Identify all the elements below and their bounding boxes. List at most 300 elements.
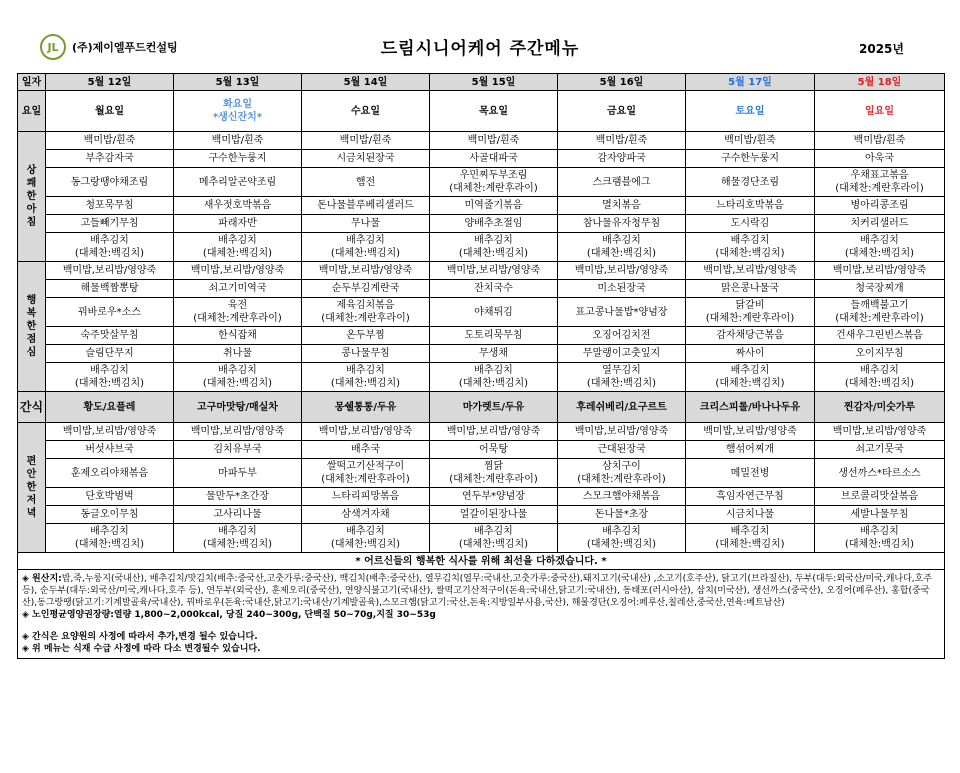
menu-item: (대체찬:계란후라이) — [193, 313, 282, 324]
breakfast-label-text: 상쾌한아침 — [26, 165, 37, 228]
menu-cell — [46, 132, 174, 150]
menu-cell — [430, 459, 558, 488]
menu-item: 백미밥,보리밥/영양죽 — [446, 426, 541, 437]
menu-item: 고사리나물 — [213, 509, 262, 520]
menu-item: 배추김치 — [346, 365, 385, 376]
dow-label: 수요일 — [351, 105, 380, 117]
weekly-menu-table — [17, 73, 945, 659]
menu-item: 들깨백불고기 — [850, 300, 909, 311]
menu-item: 배추김치 — [730, 235, 770, 246]
menu-cell — [302, 280, 430, 298]
menu-cell — [558, 459, 686, 488]
menu-cell — [815, 459, 945, 488]
menu-item: (대체찬:백김치) — [458, 378, 529, 389]
menu-cell — [302, 168, 430, 197]
dinner-row — [18, 506, 945, 524]
menu-cell — [686, 327, 815, 345]
date-cell: 5월 18일 — [815, 74, 945, 91]
menu-cell — [174, 423, 302, 441]
menu-item: 백미밥/흰죽 — [853, 135, 906, 146]
menu-item: 배추김치 — [218, 235, 257, 246]
menu-cell — [430, 345, 558, 363]
snack-label: 간식 — [18, 392, 46, 423]
dow-label: 화요일 — [223, 99, 252, 110]
menu-cell — [815, 298, 945, 327]
menu-item: 메추리알곤약조림 — [198, 176, 277, 188]
menu-cell — [558, 363, 686, 392]
menu-item: 백미밥,보리밥/영양죽 — [318, 426, 413, 437]
menu-item: 배추김치 — [602, 235, 641, 246]
date-row — [18, 74, 945, 91]
menu-item: (대체찬:백김치) — [844, 378, 915, 389]
menu-item: 배추김치 — [90, 526, 129, 537]
dow-label: 목요일 — [479, 105, 508, 117]
notes-block — [18, 570, 945, 659]
dow-cell — [815, 91, 945, 132]
menu-cell — [302, 197, 430, 215]
menu-cell — [686, 262, 815, 280]
origin-text: 밥,죽,누룽지(국내산), 배추김치/맛김치(배추:중국산,고춧가루:중국산), 백김치(배추:중국산), 열무김치(열무:국내산,고춧가루:중국산),돼지고기(국내산) ,소고기(호주산), 닭고기(브라질산), 두부(대두:외국산/미국,캐나다,호주등), 순두부(대두:외국산/미국,캐나다,호주 등), 연두부(외국산), 훈제오리(중국산), 연양식불고기(국내산), 쌀떡고기산적구이(돈육:국내산,닭고기:국내산), 동태포(러시아산), 삼치(미국산), 생선까스(중국산), 오징어(페루산), 홍합(중국산),동그랑땡(닭고기:기계발골육/국내산), 꿔바로우(돈육:국내산,닭고기:국내산/기계발골육),스모크햄(닭고기:국산,돈육:지방일부사용,국산), 해물경단(오징어:페루산,칠레산,중국산,연육:베트남산) — [22, 574, 933, 608]
menu-item: 메밀전병 — [730, 467, 770, 479]
menu-cell — [686, 488, 815, 506]
date-cell: 5월 15일 — [430, 74, 558, 91]
menu-cell — [430, 488, 558, 506]
menu-item: 백미밥,보리밥/영양죽 — [574, 426, 669, 437]
nutrition-info: ◈ 노인평균영양권장량:열량 1,800~2,000kcal, 당질 240~300g, 단백질 50~70g,지질 30~53g — [22, 610, 436, 620]
menu-cell — [430, 215, 558, 233]
menu-cell — [46, 459, 174, 488]
breakfast-row — [18, 215, 945, 233]
menu-item: 백미밥/흰죽 — [211, 135, 264, 146]
menu-item: 미소된장국 — [597, 283, 646, 294]
date-col-label: 일자 — [18, 74, 46, 91]
menu-item: 닭갈비 — [735, 300, 765, 311]
menu-item: 동그랑땡야채조림 — [70, 176, 149, 188]
snack-footnote: ◈ 간식은 요양원의 사정에 따라서 추가,변경 될수 있습니다. — [22, 632, 258, 642]
menu-cell — [174, 524, 302, 553]
menu-cell — [815, 168, 945, 197]
menu-cell — [46, 197, 174, 215]
menu-item: 건새우그린빈스볶음 — [836, 330, 923, 341]
menu-item: (대체찬:백김치) — [715, 539, 785, 550]
menu-cell — [558, 280, 686, 298]
menu-cell — [686, 423, 815, 441]
menu-cell — [686, 233, 815, 262]
menu-cell — [558, 150, 686, 168]
menu-item: (대체찬:계란후라이) — [577, 474, 666, 485]
dow-cell — [430, 91, 558, 132]
origin-info — [22, 573, 940, 609]
date-cell: 5월 17일 — [686, 74, 815, 91]
menu-item: 백미밥,보리밥/영양죽 — [574, 265, 669, 276]
menu-item: 구수한누룽지 — [721, 153, 779, 164]
menu-cell — [815, 423, 945, 441]
menu-cell — [686, 363, 815, 392]
menu-cell — [302, 423, 430, 441]
menu-item: 꿔바로우*소스 — [78, 306, 141, 318]
menu-item: 병아리콩조림 — [850, 200, 909, 211]
menu-item: 백미밥,보리밥/영양죽 — [62, 426, 157, 437]
dow-cell — [302, 91, 430, 132]
menu-item: 백미밥,보리밥/영양죽 — [832, 265, 927, 276]
lunch-label — [18, 262, 46, 392]
menu-cell — [815, 441, 945, 459]
menu-cell — [686, 506, 815, 524]
menu-item: 스크램블에그 — [592, 176, 651, 188]
menu-cell — [302, 459, 430, 488]
menu-item: 부추감자국 — [85, 153, 134, 164]
menu-item: 잔치국수 — [474, 283, 513, 294]
menu-item: 우채표고볶음 — [850, 170, 909, 181]
menu-cell — [558, 262, 686, 280]
snack-cell: 마가렛트/두유 — [430, 392, 558, 423]
menu-item: 양배추초절임 — [464, 218, 523, 229]
dow-label: 일요일 — [865, 105, 894, 117]
menu-item: (대체찬:계란후라이) — [321, 313, 410, 324]
menu-item: 햄섞어찌개 — [725, 444, 775, 455]
snack-cell: 찐감자/미숫가루 — [815, 392, 945, 423]
dow-cell — [174, 91, 302, 132]
menu-item: (대체찬:계란후라이) — [705, 313, 795, 324]
menu-cell — [815, 150, 945, 168]
menu-item: 열무김치 — [602, 365, 641, 376]
menu-cell — [558, 298, 686, 327]
menu-cell — [686, 197, 815, 215]
menu-item: 돈나물*초장 — [594, 509, 649, 520]
menu-item: 흑임자연근무침 — [716, 491, 784, 502]
menu-cell — [430, 150, 558, 168]
snack-cell: 몽쉘통통/두유 — [302, 392, 430, 423]
menu-item: 근대된장국 — [597, 444, 646, 455]
menu-item: 순두부김계란국 — [331, 283, 400, 294]
menu-item: 배추김치 — [346, 526, 385, 537]
notes-spacer — [22, 621, 940, 631]
menu-item: (대체찬:백김치) — [74, 248, 145, 259]
menu-cell — [174, 150, 302, 168]
dow-label: 토요일 — [735, 105, 765, 117]
menu-item: 배추김치 — [730, 526, 770, 537]
menu-item: 배추김치 — [474, 235, 513, 246]
menu-item: 생선까스*타르소스 — [838, 467, 921, 479]
menu-cell — [430, 363, 558, 392]
menu-cell — [430, 506, 558, 524]
menu-cell — [430, 441, 558, 459]
menu-item: (대체찬:계란후라이) — [321, 474, 410, 485]
breakfast-row — [18, 197, 945, 215]
menu-item: 느타리피망볶음 — [331, 491, 400, 502]
menu-item: 참나물유자청무침 — [582, 218, 661, 229]
menu-item: (대체찬:계란후라이) — [835, 183, 924, 194]
menu-item: (대체찬:백김치) — [586, 378, 657, 389]
menu-cell — [302, 298, 430, 327]
menu-item: 찜닭 — [483, 461, 504, 472]
menu-cell — [174, 262, 302, 280]
menu-cell — [686, 524, 815, 553]
menu-cell — [558, 233, 686, 262]
menu-item: 백미밥/흰죽 — [467, 135, 520, 146]
menu-item: 숙주맛살무침 — [80, 330, 139, 341]
menu-item: 김치유부국 — [213, 444, 262, 455]
menu-item: (대체찬:백김치) — [74, 539, 145, 550]
menu-cell — [302, 233, 430, 262]
menu-cell — [46, 423, 174, 441]
menu-cell — [686, 215, 815, 233]
breakfast-row — [18, 132, 945, 150]
menu-item: 백미밥,보리밥/영양죽 — [190, 426, 285, 437]
menu-cell — [686, 345, 815, 363]
notice-row — [18, 553, 945, 570]
menu-item: 해물경단조림 — [721, 176, 779, 188]
menu-item: (대체찬:계란후라이) — [449, 474, 538, 485]
menu-cell — [174, 197, 302, 215]
menu-cell — [558, 168, 686, 197]
menu-cell — [46, 150, 174, 168]
menu-item: 무생채 — [479, 348, 508, 359]
menu-item: (대체찬:백김치) — [202, 539, 273, 550]
menu-item: 백미밥,보리밥/영양죽 — [446, 265, 541, 276]
menu-cell — [558, 423, 686, 441]
page-title: 드림시니어케어 주간메뉴 — [380, 39, 580, 59]
menu-item: 무나물 — [351, 218, 380, 229]
menu-cell — [302, 150, 430, 168]
date-cell: 5월 12일 — [46, 74, 174, 91]
dow-label: 금요일 — [607, 105, 636, 117]
breakfast-label — [18, 132, 46, 262]
menu-item: 고들빼기무침 — [80, 218, 139, 229]
menu-item: 취나물 — [223, 348, 252, 359]
dinner-row — [18, 423, 945, 441]
menu-cell — [686, 280, 815, 298]
menu-cell — [46, 345, 174, 363]
menu-item: 멸치볶음 — [602, 200, 641, 211]
date-cell: 5월 13일 — [174, 74, 302, 91]
menu-cell — [686, 150, 815, 168]
menu-cell — [46, 168, 174, 197]
menu-cell — [46, 262, 174, 280]
dinner-row — [18, 524, 945, 553]
menu-cell — [686, 298, 815, 327]
menu-cell — [174, 233, 302, 262]
menu-cell — [302, 488, 430, 506]
dow-cell — [46, 91, 174, 132]
menu-item: 버섯샤브국 — [85, 444, 134, 455]
birthday-event-label: *생신잔치* — [212, 112, 263, 123]
menu-cell — [46, 524, 174, 553]
menu-item: 시금치된장국 — [336, 153, 395, 164]
menu-cell — [430, 327, 558, 345]
menu-cell — [302, 327, 430, 345]
menu-item: 파래자반 — [218, 218, 257, 229]
breakfast-row — [18, 150, 945, 168]
menu-cell — [46, 441, 174, 459]
lunch-row — [18, 262, 945, 280]
menu-cell — [302, 524, 430, 553]
menu-item: 백미밥/흰죽 — [339, 135, 392, 146]
menu-item: 미역줄기볶음 — [464, 200, 523, 211]
menu-item: 콩나물무침 — [341, 348, 390, 359]
menu-cell — [558, 506, 686, 524]
menu-item: 표고콩나물밥*양념장 — [575, 306, 668, 318]
menu-item: 해물백짬뽕탕 — [80, 283, 139, 294]
origin-label: ◈ 원산지: — [22, 574, 62, 584]
menu-cell — [815, 132, 945, 150]
menu-item: 햄전 — [355, 176, 376, 188]
menu-item: 육전 — [227, 300, 248, 311]
menu-cell — [558, 345, 686, 363]
dinner-row — [18, 459, 945, 488]
menu-cell — [46, 233, 174, 262]
menu-item: 훈제오리야채볶음 — [70, 467, 149, 479]
menu-cell — [815, 327, 945, 345]
company-name: (주)제이엘푸드컨설팅 — [72, 41, 178, 54]
menu-cell — [686, 168, 815, 197]
menu-item: 배추김치 — [474, 526, 513, 537]
menu-cell — [430, 168, 558, 197]
menu-item: 어묵탕 — [479, 444, 508, 455]
lunch-row — [18, 298, 945, 327]
menu-footnote: ◈ 위 메뉴는 식재 수급 사정에 따라 다소 변경될수 있습니다. — [22, 644, 261, 654]
menu-item: 백미밥/흰죽 — [83, 135, 136, 146]
menu-item: 배추김치 — [860, 235, 899, 246]
menu-item: 치커리샐러드 — [850, 218, 909, 229]
menu-cell — [815, 488, 945, 506]
menu-cell — [815, 262, 945, 280]
menu-item: (대체찬:백김치) — [715, 248, 785, 259]
menu-item: 백미밥,보리밥/영양죽 — [318, 265, 413, 276]
menu-cell — [815, 233, 945, 262]
dinner-label-text: 편안한저녁 — [26, 456, 37, 519]
menu-cell — [174, 168, 302, 197]
menu-item: 도시락김 — [730, 218, 770, 229]
dow-cell — [558, 91, 686, 132]
menu-cell — [815, 524, 945, 553]
menu-item: 삼색겨자채 — [341, 509, 390, 520]
menu-cell — [815, 197, 945, 215]
menu-item: (대체찬:계란후라이) — [835, 313, 924, 324]
menu-item: 백미밥,보리밥/영양죽 — [190, 265, 285, 276]
snack-row — [18, 392, 945, 423]
menu-item: (대체찬:백김치) — [330, 378, 401, 389]
dow-label: 월요일 — [95, 105, 124, 117]
menu-cell — [558, 327, 686, 345]
menu-item: 배추김치 — [730, 365, 770, 376]
menu-cell — [302, 363, 430, 392]
menu-item: 백미밥/흰죽 — [724, 135, 776, 146]
menu-item: 삼치구이 — [602, 461, 641, 472]
snack-cell: 크리스피롤/바나나두유 — [686, 392, 815, 423]
menu-item: 백미밥/흰죽 — [595, 135, 648, 146]
menu-cell — [815, 280, 945, 298]
menu-cell — [174, 506, 302, 524]
menu-item: 배추김치 — [346, 235, 385, 246]
menu-item: 감자양파국 — [597, 153, 646, 164]
menu-item: 백미밥,보리밥/영양죽 — [703, 426, 797, 437]
menu-cell — [430, 423, 558, 441]
menu-cell — [46, 488, 174, 506]
menu-item: 백미밥,보리밥/영양죽 — [703, 265, 797, 276]
dinner-label — [18, 423, 46, 553]
dow-cell — [686, 91, 815, 132]
dow-col-label: 요일 — [18, 91, 46, 132]
menu-item: 동글오이무침 — [80, 509, 139, 520]
menu-cell — [302, 441, 430, 459]
menu-cell — [174, 215, 302, 233]
menu-cell — [174, 132, 302, 150]
menu-item: 백미밥,보리밥/영양죽 — [62, 265, 157, 276]
lunch-row — [18, 280, 945, 298]
menu-cell — [174, 298, 302, 327]
menu-item: (대체찬:백김치) — [844, 539, 915, 550]
menu-cell — [430, 233, 558, 262]
menu-cell — [46, 280, 174, 298]
menu-item: 구수한누룽지 — [208, 153, 267, 164]
menu-cell — [430, 280, 558, 298]
menu-item: 느타리호박볶음 — [716, 200, 784, 211]
menu-item: 배추김치 — [218, 526, 257, 537]
menu-item: 브로콜리맛살볶음 — [840, 491, 919, 502]
menu-cell — [302, 215, 430, 233]
menu-cell — [430, 197, 558, 215]
dinner-row — [18, 488, 945, 506]
year-label: 2025년 — [859, 42, 904, 56]
menu-item: (대체찬:백김치) — [844, 248, 915, 259]
menu-cell — [815, 345, 945, 363]
menu-cell — [558, 215, 686, 233]
menu-item: 도토리묵무침 — [464, 330, 523, 341]
menu-item: 쌀떡고기산적구이 — [326, 461, 405, 472]
snack-cell: 고구마맛탕/매실차 — [174, 392, 302, 423]
menu-item: 무말랭이고춧잎지 — [582, 348, 661, 359]
menu-item: 배추김치 — [90, 235, 129, 246]
menu-item: 쇠고기미역국 — [208, 283, 267, 294]
snack-cell: 후레쉬베리/요구르트 — [558, 392, 686, 423]
menu-cell — [174, 280, 302, 298]
notice-text: * 어르신들의 행복한 식사를 위해 최선을 다하겠습니다. * — [18, 553, 945, 570]
menu-cell — [302, 345, 430, 363]
menu-cell — [430, 298, 558, 327]
menu-item: 배추김치 — [860, 365, 899, 376]
menu-cell — [174, 345, 302, 363]
menu-cell — [174, 327, 302, 345]
menu-cell — [174, 441, 302, 459]
menu-item: 우민찌두부조림 — [459, 170, 528, 181]
menu-item: (대체찬:백김치) — [715, 378, 785, 389]
lunch-row — [18, 345, 945, 363]
menu-item: 오징어김치전 — [592, 330, 651, 341]
dinner-row — [18, 441, 945, 459]
breakfast-row — [18, 168, 945, 197]
menu-item: 한식잡채 — [218, 330, 257, 341]
menu-item: 짜사이 — [735, 348, 765, 359]
menu-cell — [46, 363, 174, 392]
date-cell: 5월 16일 — [558, 74, 686, 91]
menu-cell — [46, 327, 174, 345]
menu-cell — [558, 197, 686, 215]
menu-cell — [174, 363, 302, 392]
menu-item: 맑은콩나물국 — [721, 283, 779, 294]
menu-item: (대체찬:백김치) — [202, 248, 273, 259]
menu-item: 온두부찜 — [346, 330, 385, 341]
menu-item: 얼갈이된장나물 — [459, 509, 528, 520]
menu-item: 사골대파국 — [469, 153, 518, 164]
menu-cell — [46, 215, 174, 233]
menu-cell — [815, 363, 945, 392]
menu-item: 배추김치 — [90, 365, 129, 376]
menu-cell — [558, 441, 686, 459]
menu-item: 쇠고기뭇국 — [855, 444, 904, 455]
jl-logo-icon: JL — [40, 34, 66, 60]
menu-item: 배추김치 — [218, 365, 257, 376]
